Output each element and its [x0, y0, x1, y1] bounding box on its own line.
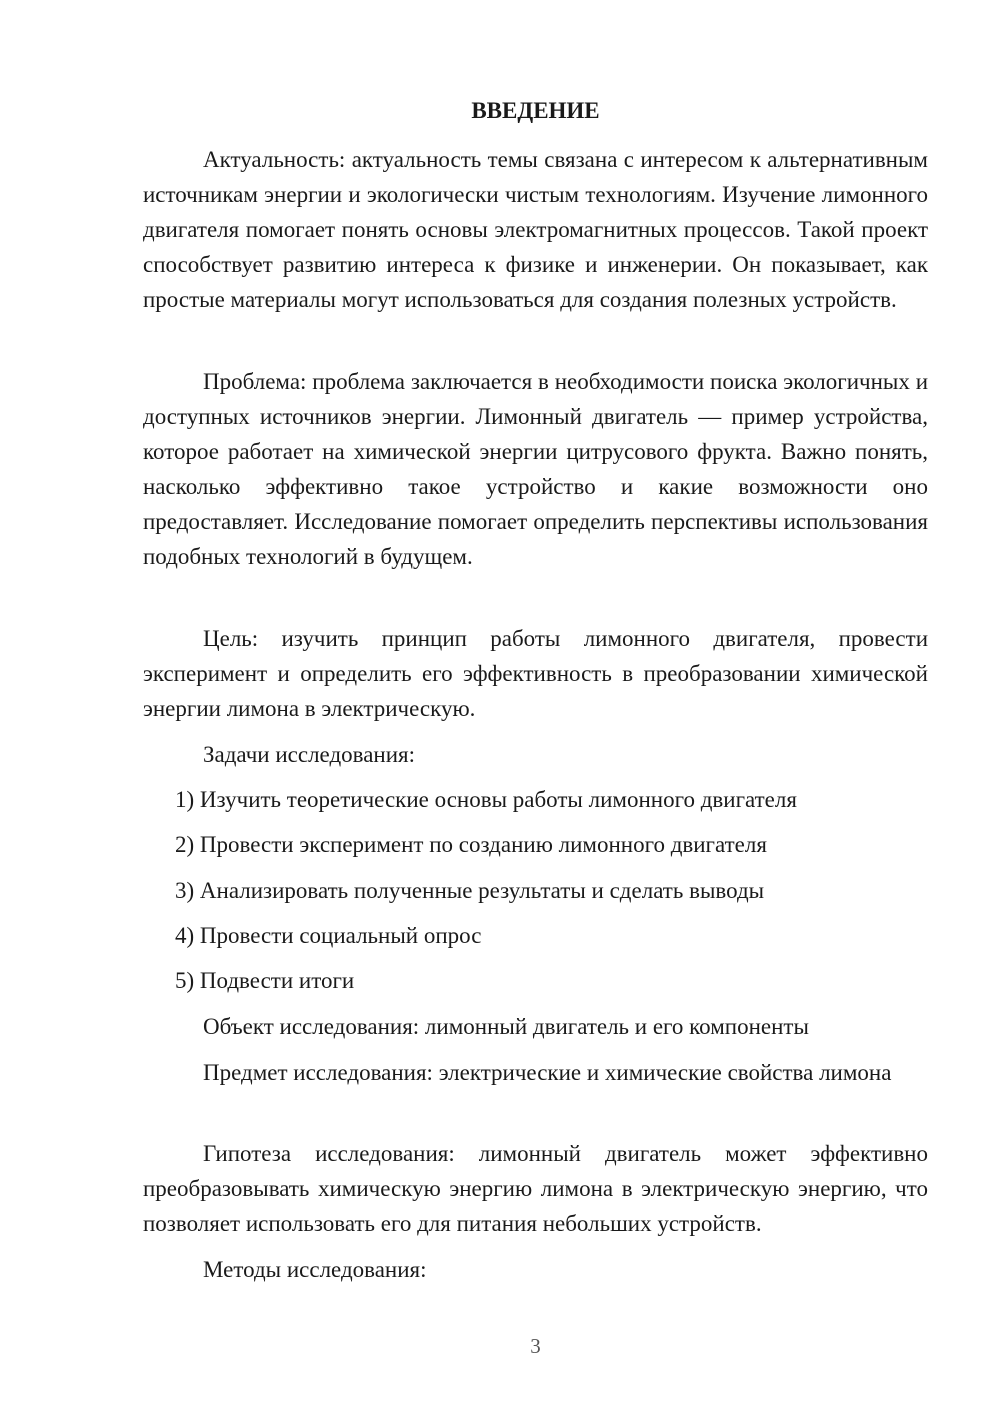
subject-paragraph: Предмет исследования: электрические и химические свойства лимона	[203, 1060, 892, 1085]
hypothesis-paragraph: Гипотеза исследования: лимонный двигатель может эффективно преобразовывать химическую энергию лимона в электрическую энергию, что позволяет использовать его для питания небольших устройств.	[143, 1141, 928, 1236]
task-item-2: 2) Провести эксперимент по созданию лимонного двигателя	[175, 832, 767, 857]
methods-heading: Методы исследования:	[203, 1257, 427, 1282]
goal-paragraph: Цель: изучить принцип работы лимонного двигателя, провести эксперимент и определить его эффективность в преобразовании химической энергии лимона в электрическую.	[143, 626, 928, 721]
section-title: ВВЕДЕНИЕ	[471, 98, 600, 123]
task-item-5: 5) Подвести итоги	[175, 968, 355, 993]
task-item-3: 3) Анализировать полученные результаты и сделать выводы	[175, 878, 765, 903]
task-item-4: 4) Провести социальный опрос	[175, 923, 482, 948]
page-number: 3	[530, 1334, 541, 1358]
task-item-1: 1) Изучить теоретические основы работы лимонного двигателя	[175, 787, 797, 812]
tasks-heading: Задачи исследования:	[203, 742, 416, 767]
problem-paragraph: Проблема: проблема заключается в необходимости поиска экологичных и доступных источников энергии. Лимонный двигатель — пример устройства, которое работает на химической энергии цитрусового фрукта. Важно понять, насколько эффективно такое устройство и какие возможности оно предоставляет. Исследование помогает определить перспективы использования подобных технологий в будущем.	[143, 369, 928, 569]
relevance-paragraph: Актуальность: актуальность темы связана с интересом к альтернативным источникам энергии и экологически чистым технологиям. Изучение лимонного двигателя помогает понять основы электромагнитных процессов. Такой проект способствует развитию интереса к физике и инженерии. Он показывает, как простые материалы могут использоваться для создания полезных устройств.	[143, 147, 928, 312]
object-paragraph: Объект исследования: лимонный двигатель и его компоненты	[203, 1014, 809, 1039]
